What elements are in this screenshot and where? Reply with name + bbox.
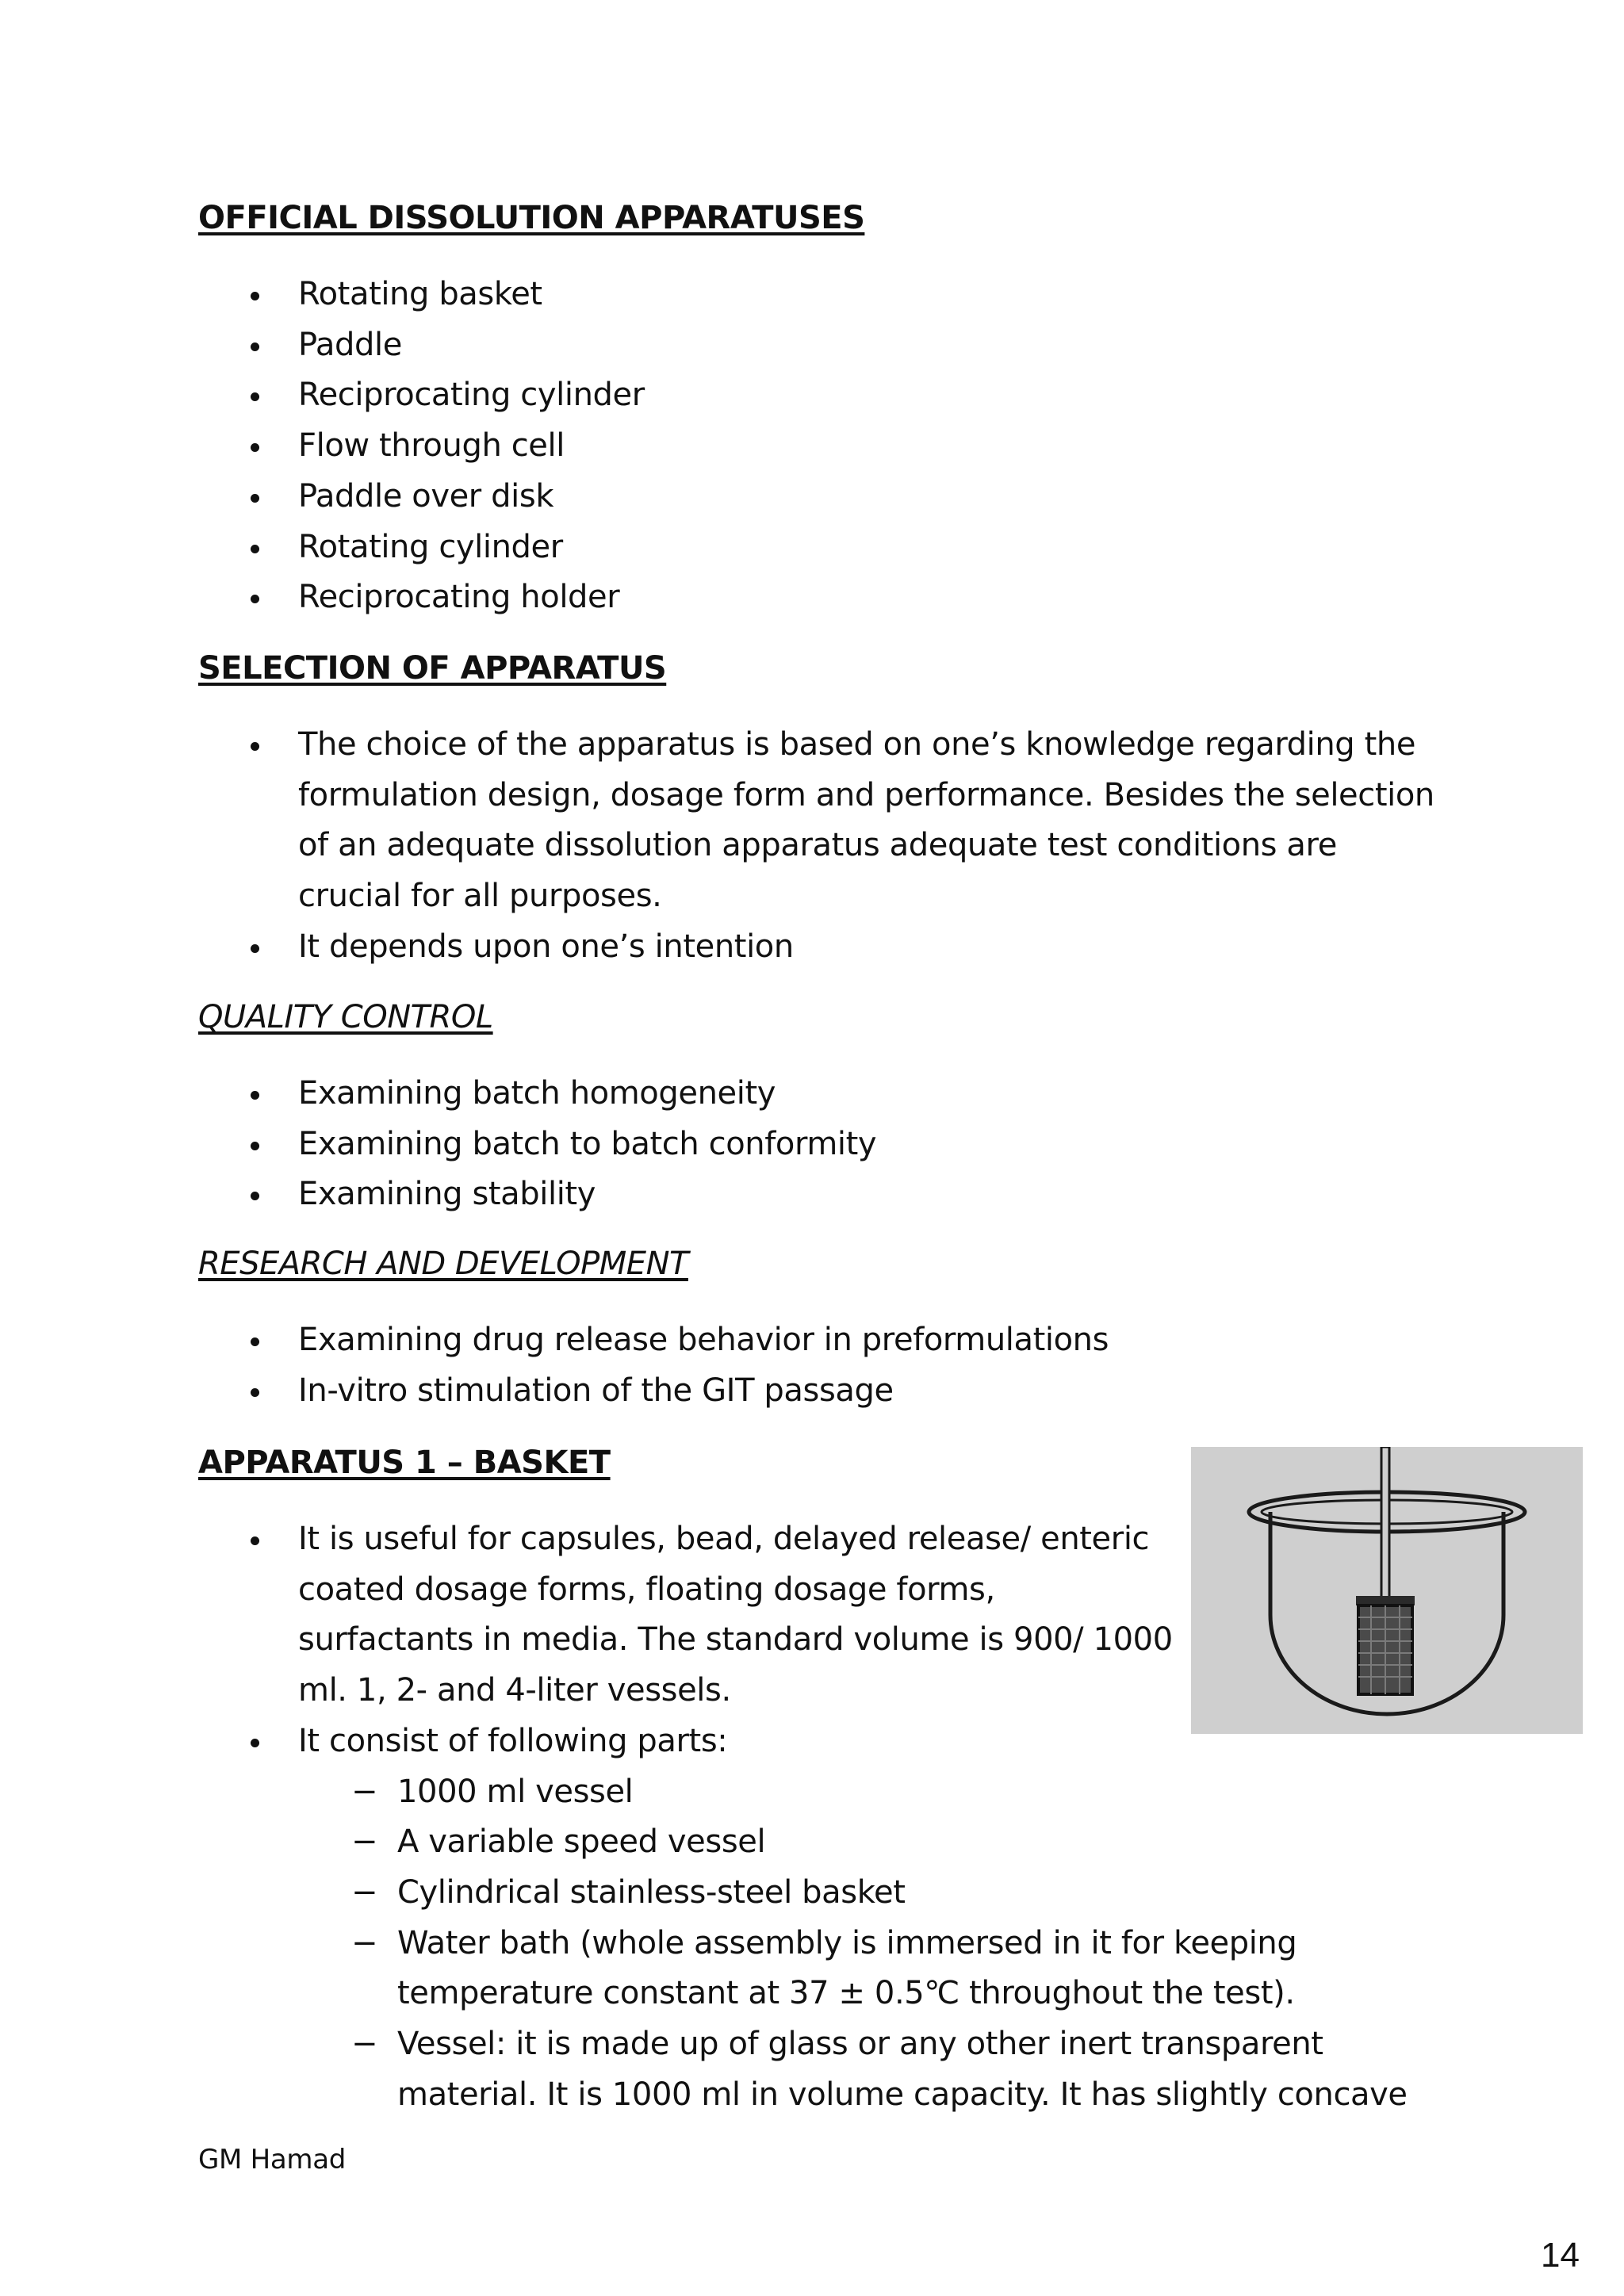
line: Vessel: it is made up of glass or any other inert transparent xyxy=(397,2026,1323,2063)
line: It consist of following parts: xyxy=(298,1722,728,1759)
list-item xyxy=(198,720,1434,922)
line: material. It is 1000 ml in volume capacity. It has slightly concave xyxy=(397,2076,1408,2113)
part-item xyxy=(298,2019,1408,2120)
dash-marker: − xyxy=(351,1773,378,1810)
part-item xyxy=(298,1767,1408,1818)
dash-marker: − xyxy=(351,1924,378,1961)
list-item: Examining batch homogeneity xyxy=(198,1069,876,1119)
list-item: Paddle over disk xyxy=(198,472,645,522)
part-item xyxy=(298,1919,1408,2019)
dash-marker: − xyxy=(351,1823,378,1861)
line: formulation design, dosage form and performance. Besides the selection xyxy=(298,776,1434,813)
line: A variable speed vessel xyxy=(397,1823,766,1861)
heading-apparatus-1-basket: APPARATUS 1 – BASKET xyxy=(198,1445,611,1481)
basket-apparatus-figure xyxy=(1191,1447,1583,1734)
page-number: 14 xyxy=(1541,2236,1580,2275)
list-item: Examining drug release behavior in preformulations xyxy=(198,1315,1109,1366)
dash-marker: − xyxy=(351,1873,378,1911)
line: It depends upon one’s intention xyxy=(298,928,794,965)
dash-marker: − xyxy=(351,2026,378,2063)
list-item: Flow through cell xyxy=(198,421,645,472)
heading-research-and-development: RESEARCH AND DEVELOPMENT xyxy=(198,1246,688,1282)
heading-official-apparatuses: OFFICIAL DISSOLUTION APPARATUSES xyxy=(198,200,865,236)
basket-apparatus-drawing xyxy=(1191,1447,1583,1734)
list-item xyxy=(198,922,1434,973)
line: temperature constant at 37 ± 0.5℃ throughout the test). xyxy=(397,1975,1295,2012)
line: Cylindrical stainless-steel basket xyxy=(397,1873,906,1911)
list-item: In-vitro stimulation of the GIT passage xyxy=(198,1366,1109,1417)
quality-control-list xyxy=(198,1069,876,1220)
line: Water bath (whole assembly is immersed in it for keeping xyxy=(397,1924,1297,1961)
official-apparatus-list xyxy=(198,270,645,623)
line: It is useful for capsules, bead, delayed release/ enteric xyxy=(298,1521,1150,1557)
line: The choice of the apparatus is based on one’s knowledge regarding the xyxy=(298,726,1416,763)
list-item xyxy=(198,1716,1408,2121)
apparatus-parts-list xyxy=(298,1767,1408,2121)
list-item: Rotating cylinder xyxy=(198,522,645,573)
list-item: Examining stability xyxy=(198,1169,876,1220)
research-list xyxy=(198,1315,1109,1416)
list-item: Examining batch to batch conformity xyxy=(198,1119,876,1170)
part-item xyxy=(298,1868,1408,1919)
selection-list xyxy=(198,720,1434,973)
part-item xyxy=(298,1817,1408,1868)
list-item: Reciprocating cylinder xyxy=(198,370,645,421)
list-item: Paddle xyxy=(198,320,645,371)
heading-selection-of-apparatus: SELECTION OF APPARATUS xyxy=(198,650,667,687)
heading-quality-control: QUALITY CONTROL xyxy=(198,999,493,1035)
footer-author: GM Hamad xyxy=(198,2144,347,2175)
list-item: Reciprocating holder xyxy=(198,572,645,623)
line: surfactants in media. The standard volume is 900/ 1000 xyxy=(298,1621,1173,1659)
line: ml. 1, 2- and 4-liter vessels. xyxy=(298,1672,731,1709)
line: coated dosage forms, floating dosage forms, xyxy=(298,1571,995,1608)
list-item: Rotating basket xyxy=(198,270,645,320)
line: crucial for all purposes. xyxy=(298,878,662,915)
line: of an adequate dissolution apparatus adequate test conditions are xyxy=(298,827,1337,864)
rotating-shaft xyxy=(1381,1447,1389,1605)
line: 1000 ml vessel xyxy=(397,1773,634,1810)
